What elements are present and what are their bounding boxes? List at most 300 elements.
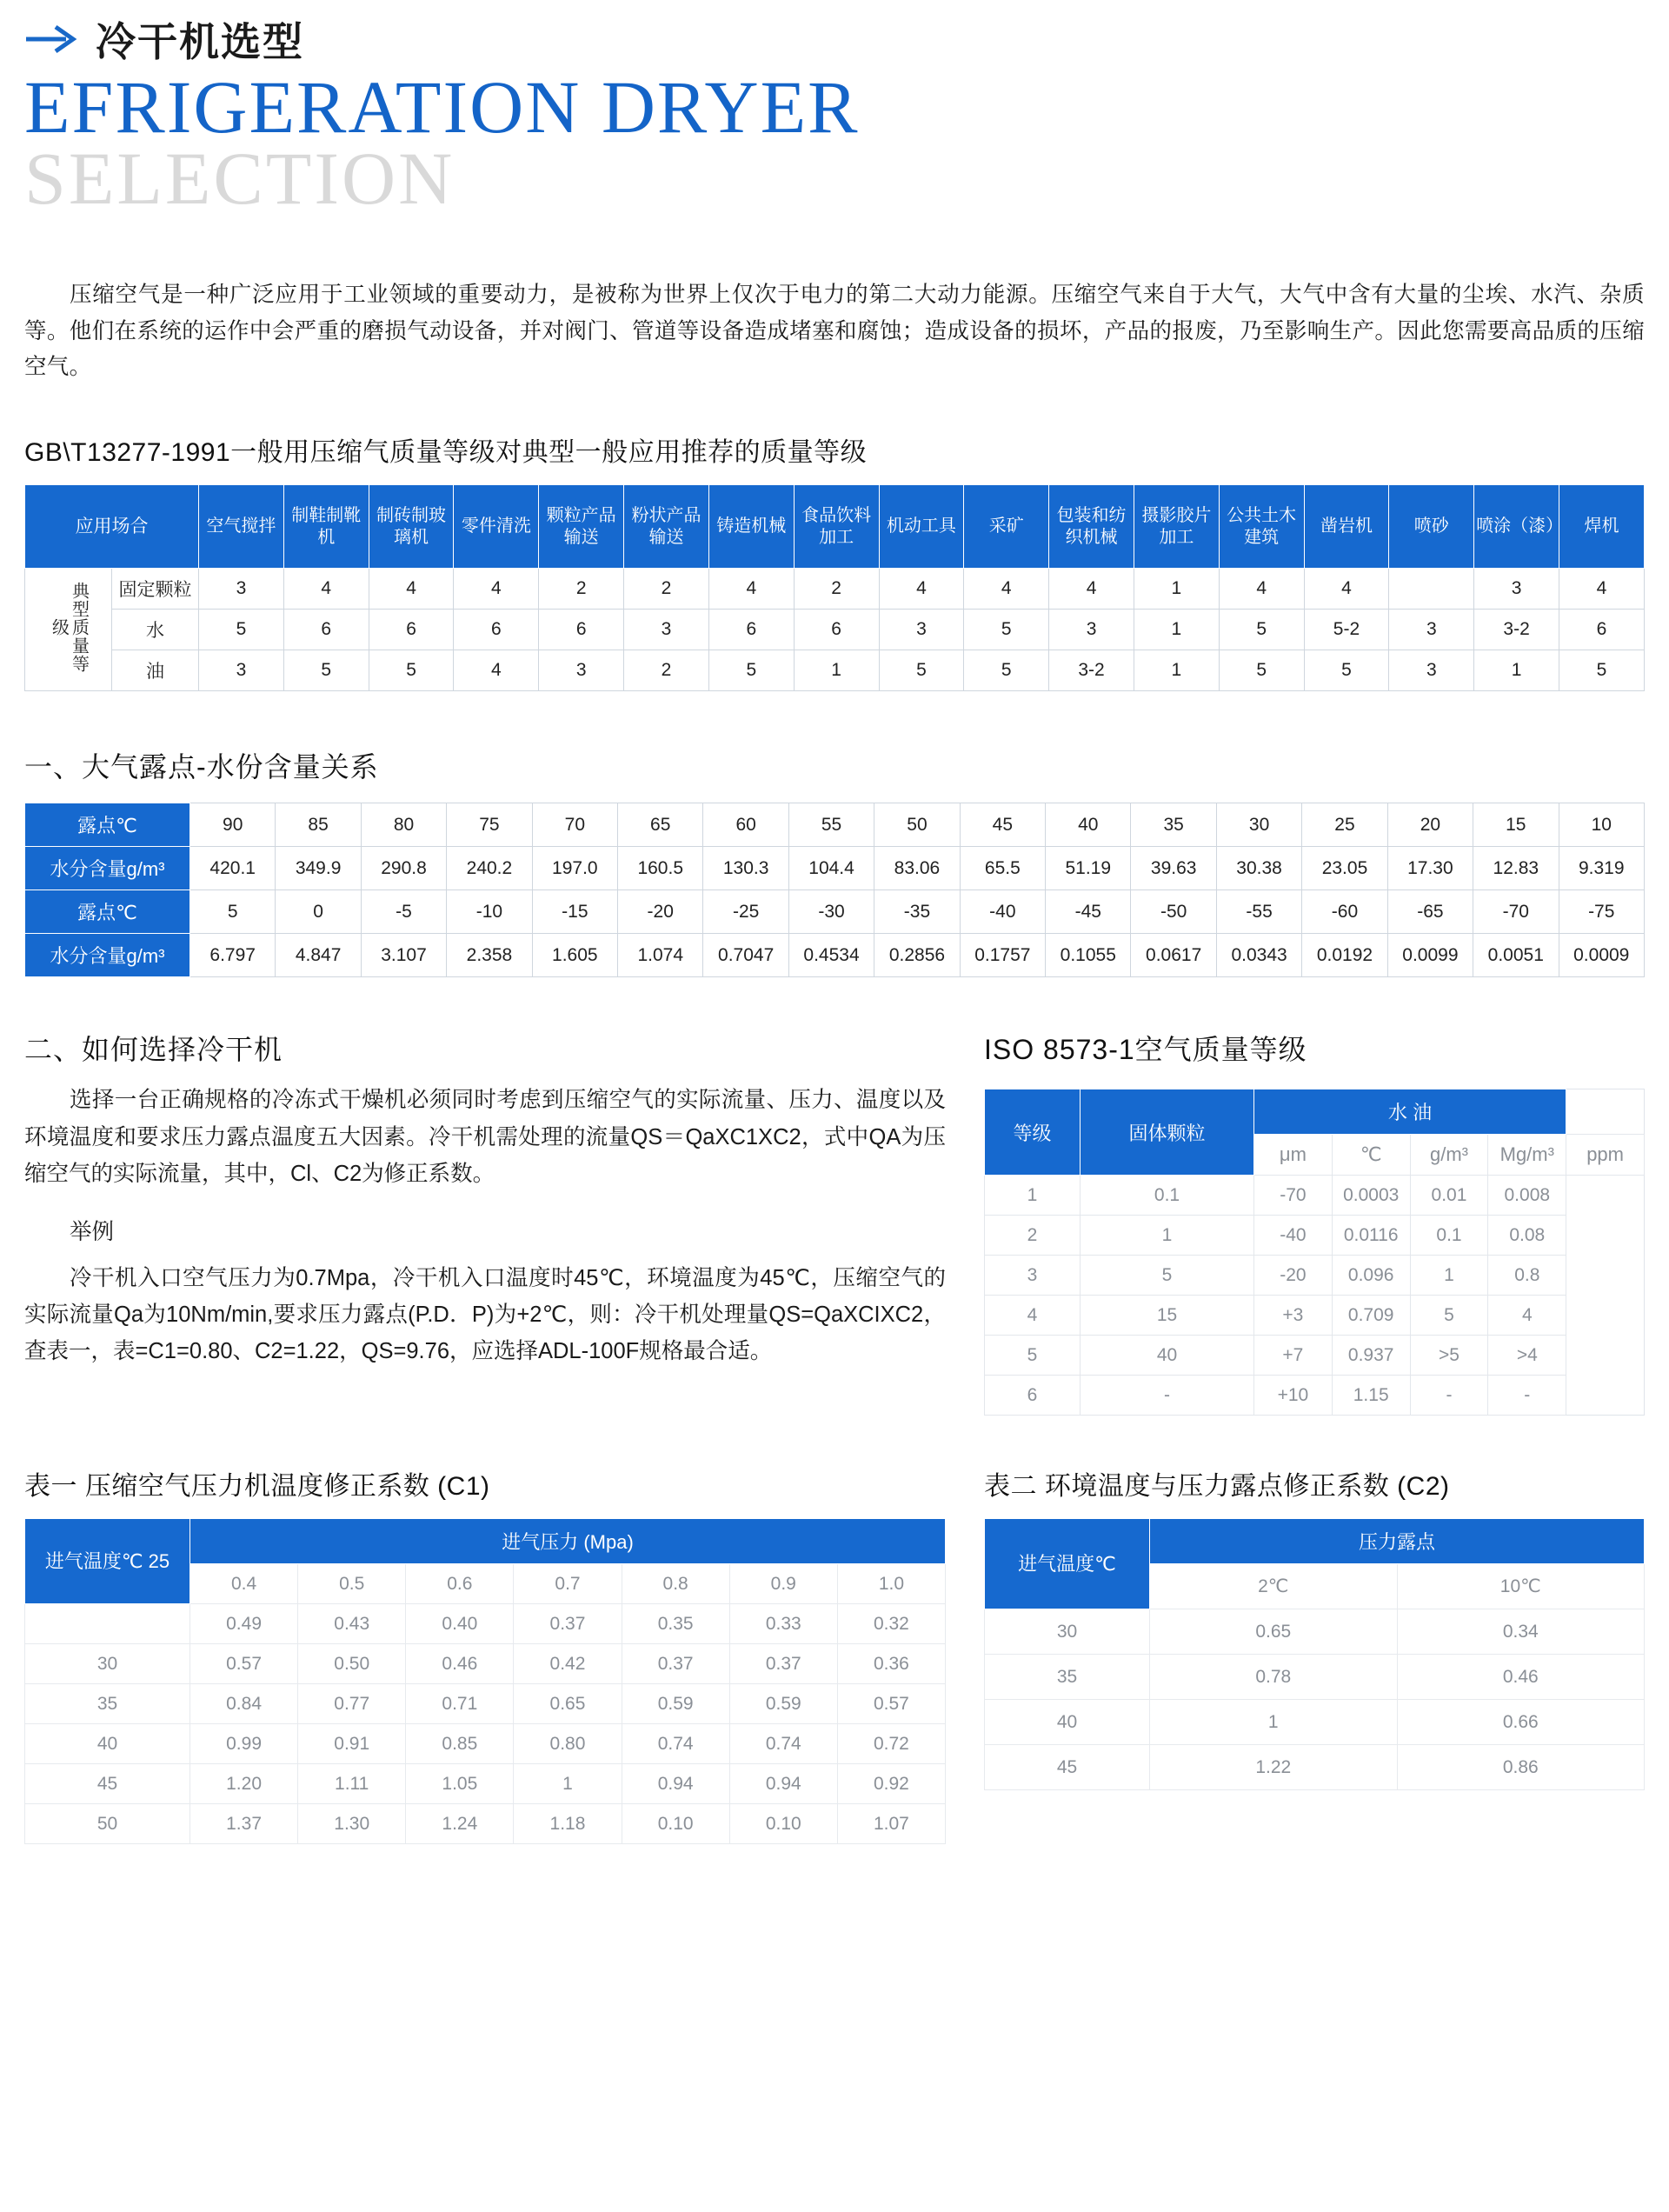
- table-row: [25, 1724, 946, 1764]
- gb-col-14: 喷砂: [1389, 485, 1474, 569]
- gb-cell: 1: [1134, 650, 1219, 691]
- gb-col-5: 粉状产品输送: [624, 485, 709, 569]
- gb-cell: 5: [708, 650, 794, 691]
- iso-cell: +10: [1254, 1376, 1333, 1416]
- dew-cell: 0.2856: [874, 934, 960, 977]
- iso-cell: +7: [1254, 1336, 1333, 1376]
- table1-cell: 0.84: [190, 1684, 298, 1724]
- dew-cell: 45: [960, 803, 1045, 847]
- dew-cell: 17.30: [1387, 847, 1473, 890]
- arrow-right-icon: [24, 20, 78, 58]
- table-row: [25, 1804, 946, 1844]
- gb-cell: 6: [369, 610, 454, 650]
- table2-row-label: 45: [985, 1745, 1150, 1790]
- iso-cell: 1: [1410, 1256, 1488, 1296]
- section-2-paragraph-2: 冷干机入口空气压力为0.7Mpa，冷干机入口温度时45℃，环境温度为45℃，压缩空气的实际流量Qa为10Nm/min,要求压力露点(P.D．P)为+2℃，则：冷干机处理量QS=QaXCIXC2，查表一，表=C1=0.80、C2=1.22，QS=9.76，应选择ADL-100F规格最合适。: [24, 1265, 946, 1364]
- table1-col-5: 0.9: [729, 1564, 837, 1604]
- iso-unit-5: ppm: [1566, 1135, 1645, 1176]
- table2-title: 表二 环境温度与压力露点修正系数 (C2): [984, 1472, 1450, 1502]
- table1-cell: 1.18: [514, 1804, 622, 1844]
- dew-cell: 0.0617: [1131, 934, 1216, 977]
- table1-corner-header: 进气温度℃ 25: [25, 1519, 190, 1604]
- gb-col-9: 采矿: [964, 485, 1049, 569]
- gb-cell: 2: [794, 569, 879, 610]
- table1-cell: 0.33: [729, 1604, 837, 1644]
- dew-cell: 240.2: [447, 847, 532, 890]
- table1-cell: 0.59: [622, 1684, 729, 1724]
- dew-cell: 39.63: [1131, 847, 1216, 890]
- table1-cell: 0.10: [622, 1804, 729, 1844]
- iso-title: ISO 8573-1空气质量等级: [984, 1034, 1307, 1066]
- iso-cell: -40: [1254, 1216, 1333, 1256]
- table2-column: [984, 1416, 1645, 1844]
- table1-col-3: 0.7: [514, 1564, 622, 1604]
- gb-row-label-0: 固定颗粒: [112, 569, 199, 610]
- table-row: [985, 1296, 1645, 1336]
- table1-group-header: 进气压力 (Mpa): [190, 1519, 946, 1564]
- dew-cell: 55: [788, 803, 874, 847]
- table1-cell: 1.37: [190, 1804, 298, 1844]
- table-row: [985, 1176, 1645, 1216]
- table1-cell: 0.37: [514, 1604, 622, 1644]
- dew-cell: 2.358: [447, 934, 532, 977]
- dew-cell: 30: [1216, 803, 1301, 847]
- dew-cell: 104.4: [788, 847, 874, 890]
- left-column: [24, 1028, 946, 1416]
- dew-cell: -30: [788, 890, 874, 934]
- gb-row-label-1: 水: [112, 610, 199, 650]
- gb-row-label-2: 油: [112, 650, 199, 691]
- table2-row-label: 40: [985, 1700, 1150, 1745]
- gb-col-2: 制砖制玻璃机: [369, 485, 454, 569]
- dew-cell: 0.1757: [960, 934, 1045, 977]
- table-header-row: [25, 485, 1645, 569]
- gb-cell: 4: [283, 569, 369, 610]
- gb-cell: 5-2: [1304, 610, 1389, 650]
- iso-cell: -: [1410, 1376, 1488, 1416]
- table2-cell: 1: [1150, 1700, 1398, 1745]
- example-label: 举例: [70, 1219, 115, 1244]
- dew-cell: 420.1: [190, 847, 276, 890]
- gb-cell: 5: [1559, 650, 1645, 691]
- table1-cell: 0.42: [514, 1644, 622, 1684]
- iso-cell: 15: [1081, 1296, 1254, 1336]
- gb-cell: 4: [1559, 569, 1645, 610]
- table2-cell: 0.46: [1397, 1655, 1645, 1700]
- iso-cell: 1: [985, 1176, 1081, 1216]
- gb-cell: 5: [1219, 610, 1304, 650]
- gb-cell: 1: [1134, 569, 1219, 610]
- table1-row-label: 30: [25, 1644, 190, 1684]
- dew-cell: -15: [532, 890, 617, 934]
- table-row: [25, 610, 1645, 650]
- table1-cell: 0.85: [406, 1724, 514, 1764]
- iso-cell: 0.01: [1410, 1176, 1488, 1216]
- iso-cell: 5: [985, 1336, 1081, 1376]
- gb-col-13: 凿岩机: [1304, 485, 1389, 569]
- table1-cell: 0.92: [837, 1764, 945, 1804]
- table2-cell: 1.22: [1150, 1745, 1398, 1790]
- table1-cell: 0.43: [298, 1604, 406, 1644]
- dew-cell: 0.0192: [1302, 934, 1387, 977]
- dew-cell: 0.0343: [1216, 934, 1301, 977]
- iso-cell: -: [1081, 1376, 1254, 1416]
- iso-cell: 3: [985, 1256, 1081, 1296]
- table-row: [25, 890, 1645, 934]
- gb-cell: 4: [1304, 569, 1389, 610]
- iso-cell: 5: [1410, 1296, 1488, 1336]
- table1-cell: 0.65: [514, 1684, 622, 1724]
- dew-cell: 15: [1473, 803, 1559, 847]
- table2-cell: 0.86: [1397, 1745, 1645, 1790]
- gb-cell: 1: [1134, 610, 1219, 650]
- iso-unit-4: Mg/m³: [1488, 1135, 1566, 1176]
- gb-cell: 3: [539, 650, 624, 691]
- gb-cell: 5: [1219, 650, 1304, 691]
- table1-col-6: 1.0: [837, 1564, 945, 1604]
- table1-cell: 0.40: [406, 1604, 514, 1644]
- iso-cell: 0.709: [1332, 1296, 1410, 1336]
- gb-cell: 5: [283, 650, 369, 691]
- table-row: [25, 934, 1645, 977]
- iso-cell: 4: [985, 1296, 1081, 1336]
- table1-title: 表一 压缩空气压力机温度修正系数 (C1): [24, 1472, 490, 1502]
- table1-cell: 0.35: [622, 1604, 729, 1644]
- dew-cell: 75: [447, 803, 532, 847]
- gb-col-15: 喷涂（漆）: [1474, 485, 1559, 569]
- dew-cell: -10: [447, 890, 532, 934]
- gb-cell: 2: [624, 569, 709, 610]
- iso-cell: -: [1488, 1376, 1566, 1416]
- table-header-row: [25, 1519, 946, 1564]
- dew-cell: 1.605: [532, 934, 617, 977]
- gb-cell: 3: [879, 610, 964, 650]
- gb-cell: 6: [539, 610, 624, 650]
- dew-cell: 12.83: [1473, 847, 1559, 890]
- gb-cell: 3: [624, 610, 709, 650]
- table2-corner-header: 进气温度℃: [985, 1519, 1150, 1609]
- gb-col-1: 制鞋制靴机: [283, 485, 369, 569]
- table1-cell: 0.32: [837, 1604, 945, 1644]
- table-row: [25, 1644, 946, 1684]
- table-row: [985, 1376, 1645, 1416]
- gb-cell: 6: [794, 610, 879, 650]
- table-row: [25, 1604, 946, 1644]
- ambient-dewpoint-correction-table: [984, 1518, 1645, 1790]
- dew-row-label-3: 水分含量g/m³: [25, 934, 190, 977]
- table1-cell: 1.20: [190, 1764, 298, 1804]
- iso-header-solid: 固体颗粒: [1081, 1089, 1254, 1176]
- dew-cell: 0.7047: [703, 934, 788, 977]
- dew-cell: 0.0099: [1387, 934, 1473, 977]
- iso-unit-1: μm: [1254, 1135, 1333, 1176]
- dew-cell: 9.319: [1559, 847, 1645, 890]
- table1-cell: 1.24: [406, 1804, 514, 1844]
- table2-col-1: 10℃: [1397, 1564, 1645, 1609]
- table1-cell: 0.80: [514, 1724, 622, 1764]
- gb-cell: 5: [1304, 650, 1389, 691]
- table-header-row: [985, 1519, 1645, 1564]
- table-row: [985, 1745, 1645, 1790]
- gb-cell: 4: [1219, 569, 1304, 610]
- gb-col-3: 零件清洗: [454, 485, 539, 569]
- intro-paragraph: 压缩空气是一种广泛应用于工业领域的重要动力，是被称为世界上仅次于电力的第二大动力能源。压缩空气来自于大气，大气中含有大量的尘埃、水汽、杂质等。他们在系统的运作中会严重的磨损气动设备，并对阀门、管道等设备造成堵塞和腐蚀；造成设备的损坏，产品的报废，乃至影响生产。因此您需要高品质的压缩空气。: [24, 283, 1645, 380]
- table1-cell: 0.94: [622, 1764, 729, 1804]
- table-row: [985, 1256, 1645, 1296]
- dew-cell: 0.1055: [1046, 934, 1131, 977]
- table-row: [25, 569, 1645, 610]
- dew-cell: 290.8: [361, 847, 446, 890]
- table1-cell: 0.77: [298, 1684, 406, 1724]
- dew-cell: -75: [1559, 890, 1645, 934]
- table-row: [985, 1336, 1645, 1376]
- table1-row-label: 50: [25, 1804, 190, 1844]
- section-2-paragraph-1: 选择一台正确规格的冷冻式干燥机必须同时考虑到压缩空气的实际流量、压力、温度以及环境温度和要求压力露点温度五大因素。冷干机需处理的流量QS＝QaXC1XC2，式中QA为压缩空气的实际流量，其中，Cl、C2为修正系数。: [24, 1088, 946, 1186]
- table1-cell: 0.49: [190, 1604, 298, 1644]
- iso-8573-table: [984, 1089, 1645, 1416]
- iso-header-grade: 等级: [985, 1089, 1081, 1176]
- table1-cell: 0.59: [729, 1684, 837, 1724]
- gb-col-11: 摄影胶片加工: [1134, 485, 1219, 569]
- dew-cell: 80: [361, 803, 446, 847]
- gb-cell: 4: [369, 569, 454, 610]
- iso-cell: 0.8: [1488, 1256, 1566, 1296]
- dew-row-label-0: 露点℃: [25, 803, 190, 847]
- page-title-cn: 冷干机选型: [96, 19, 304, 64]
- iso-cell: 1: [1081, 1216, 1254, 1256]
- table1-cell: 0.99: [190, 1724, 298, 1764]
- gb-cell: 1: [794, 650, 879, 691]
- gb-col-6: 铸造机械: [708, 485, 794, 569]
- table1-row-label: 45: [25, 1764, 190, 1804]
- iso-cell: 0.937: [1332, 1336, 1410, 1376]
- table2-cell: 0.65: [1150, 1609, 1398, 1655]
- gb-col-8: 机动工具: [879, 485, 964, 569]
- dew-cell: 25: [1302, 803, 1387, 847]
- iso-cell: +3: [1254, 1296, 1333, 1336]
- gb-standard-title: GB\T13277-1991一般用压缩气质量等级对典型一般应用推荐的质量等级: [24, 438, 868, 468]
- dew-cell: 83.06: [874, 847, 960, 890]
- dew-cell: 130.3: [703, 847, 788, 890]
- dew-cell: 0.4534: [788, 934, 874, 977]
- table1-cell: 0.50: [298, 1644, 406, 1684]
- table1-row-label: [25, 1604, 190, 1644]
- table1-cell: 0.74: [622, 1724, 729, 1764]
- dew-cell: -20: [618, 890, 703, 934]
- dew-cell: 0.0051: [1473, 934, 1559, 977]
- table1-cell: 0.57: [190, 1644, 298, 1684]
- table1-cell: 0.72: [837, 1724, 945, 1764]
- gb-cell: 3: [1049, 610, 1134, 650]
- table2-cell: 0.66: [1397, 1700, 1645, 1745]
- iso-cell: >4: [1488, 1336, 1566, 1376]
- table1-cell: 1.07: [837, 1804, 945, 1844]
- dew-cell: 60: [703, 803, 788, 847]
- gb-cell: 3-2: [1474, 610, 1559, 650]
- iso-cell: -20: [1254, 1256, 1333, 1296]
- bottom-tables-section: [24, 1416, 1645, 1844]
- table1-cell: 0.94: [729, 1764, 837, 1804]
- table1-row-label: 35: [25, 1684, 190, 1724]
- dew-cell: 197.0: [532, 847, 617, 890]
- dew-cell: 349.9: [276, 847, 361, 890]
- table2-row-label: 35: [985, 1655, 1150, 1700]
- iso-cell: 0.08: [1488, 1216, 1566, 1256]
- gb-cell: 4: [708, 569, 794, 610]
- dew-cell: 10: [1559, 803, 1645, 847]
- gb-cell: 4: [454, 650, 539, 691]
- iso-cell: 1.15: [1332, 1376, 1410, 1416]
- dewpoint-moisture-table: [24, 803, 1645, 977]
- gb-cell: 5: [199, 610, 284, 650]
- table1-col-0: 0.4: [190, 1564, 298, 1604]
- dew-cell: 65: [618, 803, 703, 847]
- dew-row-label-2: 露点℃: [25, 890, 190, 934]
- gb-cell: 4: [454, 569, 539, 610]
- dew-cell: 23.05: [1302, 847, 1387, 890]
- gb-cell: 3: [1389, 650, 1474, 691]
- table-row: [985, 1609, 1645, 1655]
- table2-cell: 0.34: [1397, 1609, 1645, 1655]
- gb-cell: 4: [1049, 569, 1134, 610]
- dew-cell: -65: [1387, 890, 1473, 934]
- table1-column: [24, 1416, 946, 1844]
- dew-row-label-1: 水分含量g/m³: [25, 847, 190, 890]
- dew-cell: 40: [1046, 803, 1131, 847]
- gb-cell: 5: [369, 650, 454, 691]
- dew-cell: 51.19: [1046, 847, 1131, 890]
- table-header-row: [985, 1089, 1645, 1135]
- dew-cell: 65.5: [960, 847, 1045, 890]
- dew-cell: -70: [1473, 890, 1559, 934]
- iso-cell: 0.0003: [1332, 1176, 1410, 1216]
- table1-col-2: 0.6: [406, 1564, 514, 1604]
- dew-cell: -5: [361, 890, 446, 934]
- table1-col-1: 0.5: [298, 1564, 406, 1604]
- table-row: [25, 1684, 946, 1724]
- dew-cell: 85: [276, 803, 361, 847]
- table-row: [985, 1700, 1645, 1745]
- two-column-section: [24, 1028, 1645, 1416]
- gb-cell: 5: [964, 650, 1049, 691]
- gb-quality-grade-table: [24, 484, 1645, 691]
- gb-cell: [1389, 569, 1474, 610]
- table-row: [25, 803, 1645, 847]
- table1-cell: 0.37: [622, 1644, 729, 1684]
- table1-col-4: 0.8: [622, 1564, 729, 1604]
- table1-cell: 1: [514, 1764, 622, 1804]
- iso-header-wateroil: 水 油: [1254, 1089, 1566, 1135]
- table-row: [985, 1655, 1645, 1700]
- dew-cell: 0: [276, 890, 361, 934]
- gb-cell: 5: [879, 650, 964, 691]
- iso-cell: 0.0116: [1332, 1216, 1410, 1256]
- iso-cell: >5: [1410, 1336, 1488, 1376]
- dew-cell: 5: [190, 890, 276, 934]
- table1-cell: 1.05: [406, 1764, 514, 1804]
- dew-cell: 90: [190, 803, 276, 847]
- dew-cell: 35: [1131, 803, 1216, 847]
- gb-cell: 2: [624, 650, 709, 691]
- page-title-sub: SELECTION: [24, 136, 455, 220]
- iso-cell: 4: [1488, 1296, 1566, 1336]
- dew-cell: 70: [532, 803, 617, 847]
- gb-side-label: 典型质量等级: [25, 569, 112, 691]
- gb-col-12: 公共土木建筑: [1219, 485, 1304, 569]
- dew-cell: -50: [1131, 890, 1216, 934]
- section-1-heading: 一、大气露点-水份含量关系: [24, 751, 379, 783]
- gb-cell: 6: [708, 610, 794, 650]
- table-row: [985, 1216, 1645, 1256]
- table2-group-header: 压力露点: [1150, 1519, 1645, 1564]
- dew-cell: -45: [1046, 890, 1131, 934]
- gb-cell: 4: [964, 569, 1049, 610]
- gb-cell: 5: [964, 610, 1049, 650]
- iso-cell: 0.1: [1081, 1176, 1254, 1216]
- gb-cell: 3: [199, 569, 284, 610]
- gb-cell: 4: [879, 569, 964, 610]
- dew-cell: -60: [1302, 890, 1387, 934]
- iso-cell: 2: [985, 1216, 1081, 1256]
- gb-col-10: 包装和纺织机械: [1049, 485, 1134, 569]
- iso-unit-2: ℃: [1332, 1135, 1410, 1176]
- gb-cell: 3: [1389, 610, 1474, 650]
- page-title-main: EFRIGERATION DRYER: [24, 65, 860, 149]
- table-row: [25, 650, 1645, 691]
- dew-cell: 50: [874, 803, 960, 847]
- iso-cell: -70: [1254, 1176, 1333, 1216]
- section-2-heading: 二、如何选择冷干机: [24, 1034, 283, 1066]
- right-column: [984, 1028, 1645, 1416]
- dew-cell: 1.074: [618, 934, 703, 977]
- table1-cell: 0.36: [837, 1644, 945, 1684]
- gb-col-7: 食品饮料加工: [794, 485, 879, 569]
- iso-unit-3: g/m³: [1410, 1135, 1488, 1176]
- table1-cell: 0.71: [406, 1684, 514, 1724]
- dew-cell: -40: [960, 890, 1045, 934]
- table1-cell: 0.91: [298, 1724, 406, 1764]
- table2-cell: 0.78: [1150, 1655, 1398, 1700]
- table2-col-0: 2℃: [1150, 1564, 1398, 1609]
- gb-cell: 3-2: [1049, 650, 1134, 691]
- table1-cell: 1.11: [298, 1764, 406, 1804]
- page-header: [24, 0, 1645, 63]
- table1-cell: 0.10: [729, 1804, 837, 1844]
- dew-cell: 0.0009: [1559, 934, 1645, 977]
- gb-cell: 6: [454, 610, 539, 650]
- table1-cell: 1.30: [298, 1804, 406, 1844]
- table1-row-label: 40: [25, 1724, 190, 1764]
- iso-cell: 0.1: [1410, 1216, 1488, 1256]
- gb-cell: 3: [199, 650, 284, 691]
- pressure-temp-correction-table: [24, 1518, 946, 1844]
- table-row: [25, 1764, 946, 1804]
- table2-row-label: 30: [985, 1609, 1150, 1655]
- iso-cell: 6: [985, 1376, 1081, 1416]
- iso-cell: 40: [1081, 1336, 1254, 1376]
- dew-cell: -25: [703, 890, 788, 934]
- dew-cell: -55: [1216, 890, 1301, 934]
- dew-cell: 160.5: [618, 847, 703, 890]
- dew-cell: 20: [1387, 803, 1473, 847]
- table1-cell: 0.37: [729, 1644, 837, 1684]
- iso-cell: 0.008: [1488, 1176, 1566, 1216]
- dew-cell: -35: [874, 890, 960, 934]
- iso-cell: 0.096: [1332, 1256, 1410, 1296]
- document-page: [24, 0, 1645, 1844]
- table1-cell: 0.57: [837, 1684, 945, 1724]
- dew-cell: 3.107: [361, 934, 446, 977]
